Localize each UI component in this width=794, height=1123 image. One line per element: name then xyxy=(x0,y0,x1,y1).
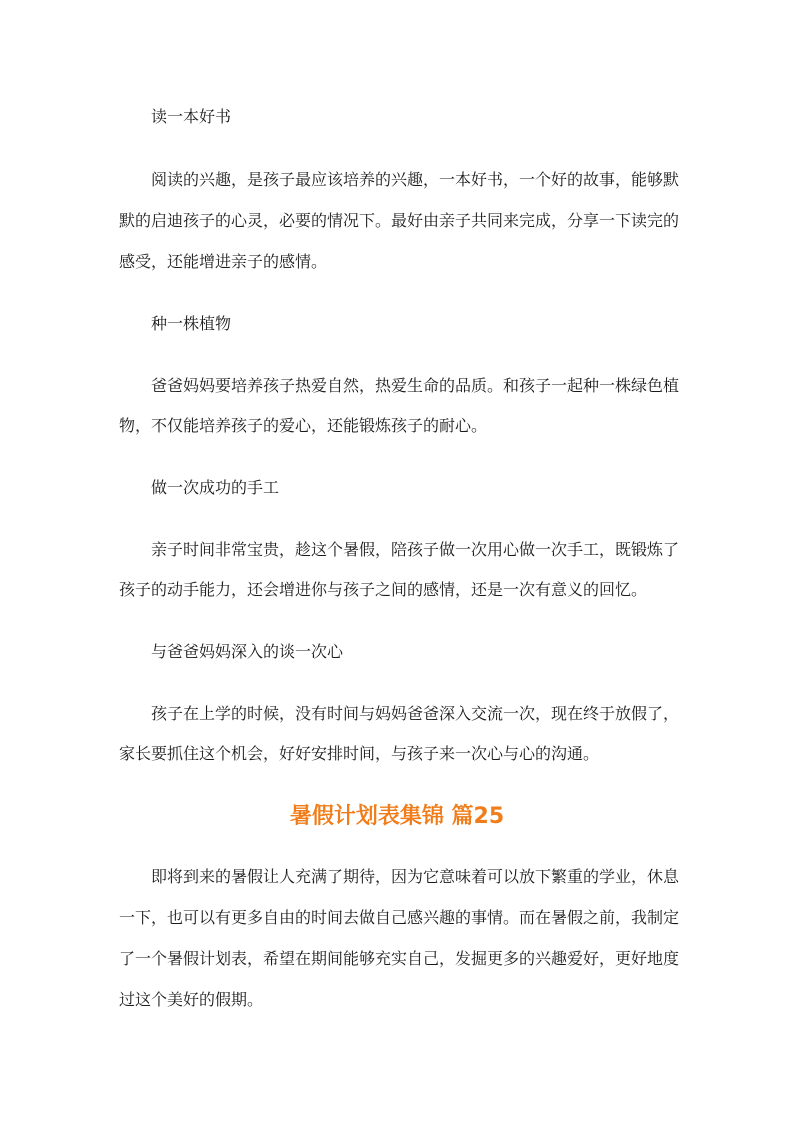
paragraph-line: 了一个暑假计划表，希望在期间能够充实自己，发掘更多的兴趣爱好，更好地度 xyxy=(119,949,680,968)
paragraph-line: 感受，还能增进亲子的感情。 xyxy=(119,252,328,271)
paragraph-line: 一下，也可以有更多自由的时间去做自己感兴趣的事情。而在暑假之前，我制定 xyxy=(119,908,680,927)
paragraph-line: 过这个美好的假期。 xyxy=(119,990,264,1009)
section-heading: 与爸爸妈妈深入的谈一次心 xyxy=(151,642,344,661)
paragraph-line: 亲子时间非常宝贵，趁这个暑假，陪孩子做一次用心做一次手工，既锻炼了 xyxy=(151,540,680,559)
paragraph-line: 默的启迪孩子的心灵，必要的情况下。最好由亲子共同来完成，分享一下读完的 xyxy=(119,211,680,230)
section-heading: 种一株植物 xyxy=(151,314,232,333)
paragraph-line: 物，不仅能培养孩子的爱心，还能锻炼孩子的耐心。 xyxy=(119,416,488,435)
paragraph-line: 孩子在上学的时候，没有时间与妈妈爸爸深入交流一次，现在终于放假了， xyxy=(151,704,680,723)
section-heading: 做一次成功的手工 xyxy=(151,478,280,497)
paragraph-line: 家长要抓住这个机会，好好安排时间，与孩子来一次心与心的沟通。 xyxy=(119,744,600,763)
article-title: 暑假计划表集锦 篇25 xyxy=(289,804,505,829)
paragraph-line: 阅读的兴趣，是孩子最应该培养的兴趣，一本好书，一个好的故事，能够默 xyxy=(151,170,680,189)
paragraph-line: 孩子的动手能力，还会增进你与孩子之间的感情，还是一次有意义的回忆。 xyxy=(119,580,648,599)
paragraph-line: 即将到来的暑假让人充满了期待，因为它意味着可以放下繁重的学业，休息 xyxy=(151,867,680,886)
section-heading: 读一本好书 xyxy=(151,107,232,126)
paragraph-line: 爸爸妈妈要培养孩子热爱自然，热爱生命的品质。和孩子一起种一株绿色植 xyxy=(151,376,680,395)
